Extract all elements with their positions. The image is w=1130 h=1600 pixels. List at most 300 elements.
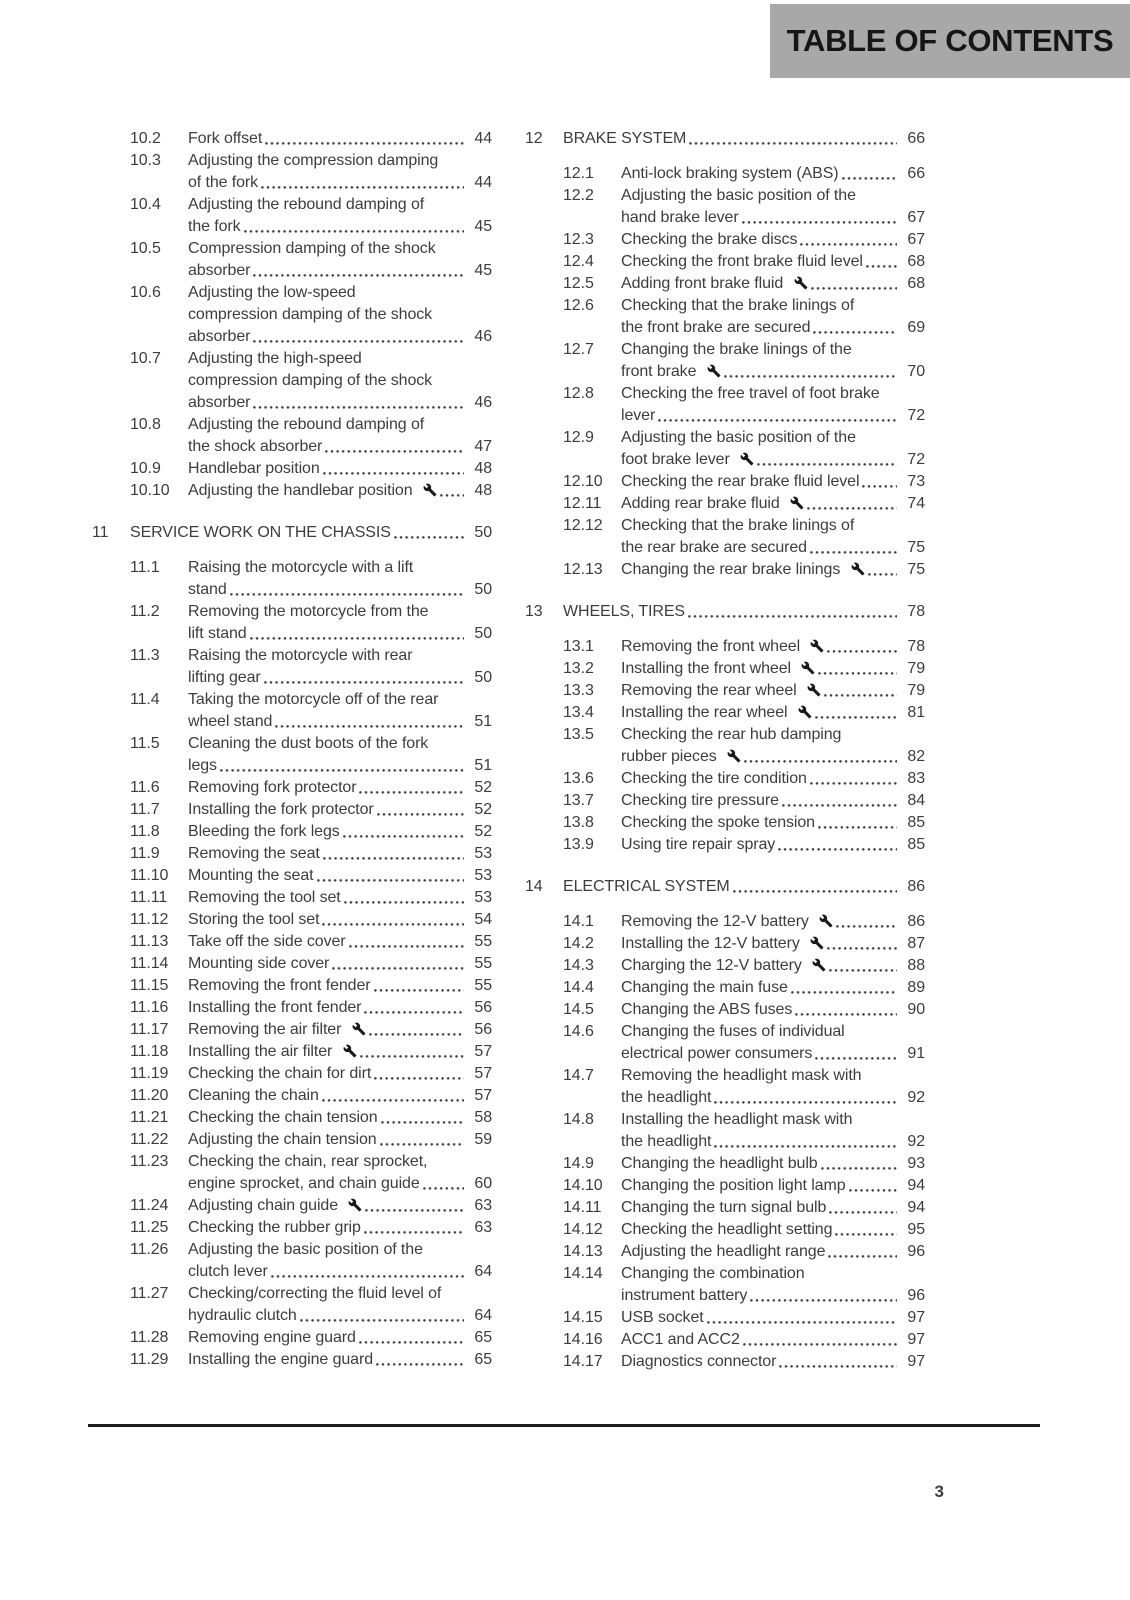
dot-leader — [828, 1255, 897, 1258]
toc-column-2 — [525, 128, 925, 1373]
entry-body — [621, 955, 925, 977]
entry-body — [621, 1329, 925, 1351]
wrench-icon — [810, 639, 824, 653]
dot-leader — [757, 463, 897, 466]
entry-number: 14.13 — [563, 1243, 603, 1260]
entry-title-line: Removing engine guard — [188, 1329, 356, 1346]
entry-title-line: Removing the 12-V battery — [621, 911, 833, 933]
entry-title-line: Removing the tool set — [188, 889, 341, 906]
toc-entry — [525, 1109, 925, 1153]
dot-leader — [810, 782, 897, 785]
entry-title-line: Raising the motorcycle with a lift — [188, 559, 414, 576]
dot-leader — [744, 760, 897, 763]
section-number: 12 — [525, 130, 543, 147]
toc-entry — [525, 1021, 925, 1065]
wrench-icon — [352, 1022, 366, 1036]
entry-title-line: Taking the motorcycle off of the rear — [188, 691, 439, 708]
entry-title-line: Changing the fuses of individual — [621, 1023, 845, 1040]
section-page-number: 78 — [907, 603, 925, 620]
entry-number: 12.5 — [563, 275, 594, 292]
entry-page-number: 53 — [474, 867, 492, 884]
dot-leader — [349, 945, 465, 948]
entry-page-number: 87 — [907, 935, 925, 952]
dot-leader — [824, 694, 897, 697]
dot-leader — [364, 1231, 464, 1234]
entry-body — [188, 821, 492, 843]
entry-page-number: 66 — [907, 165, 925, 182]
entry-number: 14.12 — [563, 1221, 603, 1238]
toc-entry — [525, 515, 925, 559]
entry-title-line: the rear brake are secured — [621, 539, 807, 556]
entry-page-number: 48 — [474, 482, 492, 499]
toc-entry — [525, 977, 925, 999]
entry-title-line: stand — [188, 581, 227, 598]
dot-leader — [842, 177, 897, 180]
entry-page-number: 65 — [474, 1329, 492, 1346]
entry-number: 11.8 — [130, 823, 160, 840]
entry-body — [621, 295, 925, 339]
entry-body — [188, 645, 492, 689]
entry-page-number: 68 — [907, 275, 925, 292]
entry-page-number: 70 — [907, 363, 925, 380]
toc-entry — [92, 1283, 492, 1327]
entry-page-number: 75 — [907, 539, 925, 556]
entry-title-line: Mounting side cover — [188, 955, 330, 972]
toc-entry — [92, 799, 492, 821]
dot-leader — [250, 637, 464, 640]
entry-number: 11.25 — [130, 1219, 169, 1236]
entry-title-line: lifting gear — [188, 669, 261, 686]
entry-number: 11.12 — [130, 911, 169, 928]
entry-body — [621, 999, 925, 1021]
entry-title-line: Removing the seat — [188, 845, 320, 862]
entry-page-number: 94 — [907, 1199, 925, 1216]
entry-title-line: the fork — [188, 218, 241, 235]
entry-title-line: Adjusting the chain tension — [188, 1131, 377, 1148]
entry-page-number: 84 — [907, 792, 925, 809]
entry-title-line: Changing the brake linings of the — [621, 341, 852, 358]
entry-number: 12.10 — [563, 473, 603, 490]
wrench-icon — [727, 749, 741, 763]
entry-body — [621, 1065, 925, 1109]
toc-entry — [525, 636, 925, 658]
entry-number: 12.7 — [563, 341, 594, 358]
dot-leader — [253, 406, 464, 409]
wrench-icon — [740, 452, 754, 466]
dot-leader — [811, 287, 897, 290]
entry-body — [188, 282, 492, 348]
entry-title-line: USB socket — [621, 1309, 704, 1326]
entry-body — [621, 636, 925, 658]
dot-leader — [220, 769, 464, 772]
entry-number: 12.12 — [563, 517, 603, 534]
wrench-icon — [851, 562, 865, 576]
entry-number: 14.14 — [563, 1265, 603, 1282]
toc-section-header — [92, 522, 492, 544]
entry-body — [188, 931, 492, 953]
entry-body — [621, 1021, 925, 1065]
entry-number: 11.29 — [130, 1351, 169, 1368]
entry-title-line: Checking the headlight setting — [621, 1221, 833, 1238]
entry-number: 11.17 — [130, 1021, 169, 1038]
entry-page-number: 96 — [907, 1287, 925, 1304]
toc-entry — [92, 1195, 492, 1217]
wrench-icon — [812, 958, 826, 972]
toc-entry — [92, 1085, 492, 1107]
toc-entry — [92, 777, 492, 799]
dot-leader — [791, 991, 897, 994]
entry-number: 12.8 — [563, 385, 594, 402]
entry-number: 14.10 — [563, 1177, 603, 1194]
toc-entry — [525, 1351, 925, 1373]
section-page-number: 86 — [907, 878, 925, 895]
entry-number: 11.11 — [130, 889, 168, 906]
entry-number: 11.26 — [130, 1241, 169, 1258]
entry-body — [188, 1217, 492, 1239]
entry-page-number: 45 — [474, 262, 492, 279]
toc-entry — [525, 1329, 925, 1351]
entry-page-number: 75 — [907, 561, 925, 578]
entry-title-line: Cleaning the dust boots of the fork — [188, 735, 429, 752]
entry-title-line: Changing the position light lamp — [621, 1177, 846, 1194]
dot-leader — [271, 1275, 464, 1278]
dot-leader — [369, 1033, 464, 1036]
entry-title-line: compression damping of the shock — [188, 372, 433, 389]
entry-title-line: Installing the front fender — [188, 999, 362, 1016]
toc-entry — [92, 238, 492, 282]
entry-body — [621, 471, 925, 493]
dot-leader — [394, 536, 464, 539]
entry-title-line: Checking the front brake fluid level — [621, 253, 863, 270]
entry-number: 10.3 — [130, 152, 161, 169]
entry-number: 12.4 — [563, 253, 594, 270]
entry-title-line: Adjusting the rebound damping of — [188, 416, 425, 433]
entry-body — [188, 953, 492, 975]
entry-title-line: Adding front brake fluid — [621, 273, 808, 295]
entry-number: 11.4 — [130, 691, 160, 708]
toc-entry — [525, 185, 925, 229]
entry-page-number: 68 — [907, 253, 925, 270]
entry-body — [188, 480, 492, 502]
entry-number: 11.22 — [130, 1131, 169, 1148]
entry-title-line: absorber — [188, 262, 251, 279]
dot-leader — [866, 265, 897, 268]
entry-number: 11.19 — [130, 1065, 169, 1082]
dot-leader — [862, 485, 897, 488]
entry-body — [621, 1109, 925, 1153]
dot-leader — [343, 835, 464, 838]
entry-title-line: Adjusting the headlight range — [621, 1243, 826, 1260]
toc-entry — [525, 1241, 925, 1263]
entry-page-number: 44 — [474, 130, 492, 147]
entry-number: 11.28 — [130, 1329, 169, 1346]
entry-body — [188, 1327, 492, 1349]
entry-title-line: Adjusting the handlebar position — [188, 480, 437, 502]
entry-number: 12.13 — [563, 561, 603, 578]
entry-title-line: Adjusting the basic position of the — [621, 187, 856, 204]
entry-number: 11.16 — [130, 999, 169, 1016]
entry-number: 10.2 — [130, 130, 161, 147]
toc-entry — [525, 383, 925, 427]
entry-body — [188, 689, 492, 733]
toc-entry — [92, 645, 492, 689]
dot-leader — [778, 848, 897, 851]
entry-title-line: Changing the main fuse — [621, 979, 788, 996]
entry-title-line: the shock absorber — [188, 438, 323, 455]
wrench-icon — [794, 276, 808, 290]
entry-number: 11.18 — [130, 1043, 169, 1060]
entry-number: 14.2 — [563, 935, 594, 952]
entry-page-number: 97 — [907, 1331, 925, 1348]
entry-body — [621, 185, 925, 229]
entry-title-line: lift stand — [188, 625, 247, 642]
dot-leader — [365, 1209, 464, 1212]
entry-title-line: lever — [621, 407, 656, 424]
entry-body — [188, 1283, 492, 1327]
entry-body — [188, 1349, 492, 1371]
entry-number: 13.3 — [563, 682, 594, 699]
entry-title-line: Cleaning the chain — [188, 1087, 319, 1104]
entry-body — [188, 1107, 492, 1129]
entry-title-line: compression damping of the shock — [188, 306, 433, 323]
toc-column-1 — [92, 128, 492, 1373]
toc-entry — [525, 955, 925, 977]
entry-body — [188, 238, 492, 282]
entry-title-line: Checking tire pressure — [621, 792, 779, 809]
entry-number: 14.7 — [563, 1067, 594, 1084]
dot-leader — [244, 230, 464, 233]
wrench-icon — [423, 483, 437, 497]
entry-title-line: Bleeding the fork legs — [188, 823, 340, 840]
entry-page-number: 65 — [474, 1351, 492, 1368]
toc-entry — [92, 1239, 492, 1283]
entry-title-line: Storing the tool set — [188, 911, 320, 928]
entry-body — [621, 1351, 925, 1373]
dot-leader — [829, 1211, 897, 1214]
dot-leader — [827, 650, 897, 653]
entry-title-line: Using tire repair spray — [621, 836, 776, 853]
toc-entry — [525, 933, 925, 955]
toc-entry — [92, 414, 492, 458]
entry-number: 14.17 — [563, 1353, 603, 1370]
toc-entry — [525, 999, 925, 1021]
entry-page-number: 85 — [907, 814, 925, 831]
entry-title-line: Checking the brake discs — [621, 231, 798, 248]
entry-title-line: hydraulic clutch — [188, 1307, 297, 1324]
dot-leader — [714, 1145, 897, 1148]
entry-title-line: Adjusting the rebound damping of — [188, 196, 425, 213]
entry-number: 13.8 — [563, 814, 594, 831]
entry-body — [188, 1041, 492, 1063]
entry-body — [621, 229, 925, 251]
entry-title-line: electrical power consumers — [621, 1045, 813, 1062]
entry-title-line: Adjusting the low-speed — [188, 284, 356, 301]
entry-page-number: 51 — [474, 713, 492, 730]
entry-body — [188, 601, 492, 645]
toc-entry — [525, 273, 925, 295]
entry-body — [188, 194, 492, 238]
entry-title-line: Installing the fork protector — [188, 801, 374, 818]
entry-title-line: the front brake are secured — [621, 319, 811, 336]
dot-leader — [317, 879, 465, 882]
wrench-icon — [801, 661, 815, 675]
dot-leader — [374, 989, 465, 992]
dot-leader — [818, 826, 897, 829]
entry-number: 13.7 — [563, 792, 594, 809]
toc-entry — [92, 480, 492, 502]
wrench-icon — [810, 936, 824, 950]
entry-number: 12.11 — [563, 495, 602, 512]
entry-body — [621, 658, 925, 680]
entry-page-number: 69 — [907, 319, 925, 336]
toc-entry — [525, 1065, 925, 1109]
dot-leader — [300, 1319, 464, 1322]
entry-title-line: Checking the rear hub damping — [621, 726, 842, 743]
entry-page-number: 52 — [474, 779, 492, 796]
entry-body — [188, 458, 492, 480]
entry-body — [621, 724, 925, 768]
toc-entry — [92, 557, 492, 601]
entry-body — [621, 493, 925, 515]
entry-title-line: Removing fork protector — [188, 779, 357, 796]
entry-title-line: Adjusting the compression damping — [188, 152, 439, 169]
entry-body — [621, 812, 925, 834]
dot-leader — [743, 1343, 897, 1346]
wrench-icon — [807, 683, 821, 697]
dot-leader — [827, 947, 897, 950]
entry-page-number: 58 — [474, 1109, 492, 1126]
dot-leader — [807, 507, 897, 510]
entry-title-line: engine sprocket, and chain guide — [188, 1175, 420, 1192]
wrench-icon — [790, 496, 804, 510]
entry-number: 11.3 — [130, 647, 160, 664]
entry-body — [188, 1019, 492, 1041]
entry-number: 14.8 — [563, 1111, 594, 1128]
entry-body — [621, 702, 925, 724]
entry-body — [188, 1129, 492, 1151]
entry-page-number: 73 — [907, 473, 925, 490]
entry-body — [188, 557, 492, 601]
entry-page-number: 63 — [474, 1197, 492, 1214]
entry-title-line: Changing the turn signal bulb — [621, 1199, 827, 1216]
section-page-number: 50 — [474, 524, 492, 541]
entry-body — [621, 273, 925, 295]
entry-title-line: Checking the chain tension — [188, 1109, 378, 1126]
entry-title-line: Checking that the brake linings of — [621, 517, 855, 534]
entry-title-line: Removing the rear wheel — [621, 680, 821, 702]
entry-page-number: 64 — [474, 1307, 492, 1324]
entry-body — [621, 1219, 925, 1241]
dot-leader — [261, 186, 464, 189]
dot-leader — [835, 1233, 897, 1236]
toc-entry — [525, 724, 925, 768]
dot-leader — [724, 375, 897, 378]
entry-body — [188, 1151, 492, 1195]
entry-page-number: 81 — [907, 704, 925, 721]
entry-title-line: Adjusting the basic position of the — [188, 1241, 423, 1258]
dot-leader — [707, 1321, 897, 1324]
entry-page-number: 50 — [474, 669, 492, 686]
entry-number: 11.9 — [130, 845, 160, 862]
entry-page-number: 51 — [474, 757, 492, 774]
toc-entry — [525, 251, 925, 273]
entry-page-number: 79 — [907, 660, 925, 677]
dot-leader — [230, 593, 464, 596]
dot-leader — [377, 813, 464, 816]
toc-entry — [92, 689, 492, 733]
wrench-icon — [348, 1198, 362, 1212]
entry-page-number: 57 — [474, 1087, 492, 1104]
entry-title-line: wheel stand — [188, 713, 273, 730]
entry-page-number: 55 — [474, 933, 492, 950]
entry-title-line: absorber — [188, 394, 251, 411]
section-number: 11 — [92, 524, 109, 541]
toc-entry — [92, 150, 492, 194]
entry-page-number: 54 — [474, 911, 492, 928]
dot-leader — [733, 890, 897, 893]
dot-leader — [423, 1187, 464, 1190]
entry-body — [188, 1195, 492, 1217]
section-title: SERVICE WORK ON THE CHASSIS — [130, 524, 391, 541]
entry-page-number: 95 — [907, 1221, 925, 1238]
entry-page-number: 72 — [907, 451, 925, 468]
entry-number: 11.24 — [130, 1197, 169, 1214]
entry-body — [621, 911, 925, 933]
dot-leader — [332, 967, 464, 970]
entry-number: 14.11 — [563, 1199, 602, 1216]
toc-entry — [525, 471, 925, 493]
toc-entry — [92, 1327, 492, 1349]
toc-entry — [92, 887, 492, 909]
toc-entry — [92, 128, 492, 150]
dot-leader — [322, 923, 464, 926]
toc-entry — [92, 458, 492, 480]
entry-number: 14.4 — [563, 979, 594, 996]
wrench-icon — [798, 705, 812, 719]
entry-page-number: 97 — [907, 1309, 925, 1326]
entry-title-line: Checking the rear brake fluid level — [621, 473, 860, 490]
entry-body — [188, 348, 492, 414]
entry-number: 12.3 — [563, 231, 594, 248]
toc-entry — [92, 1217, 492, 1239]
dot-leader — [275, 725, 464, 728]
entry-number: 14.16 — [563, 1331, 603, 1348]
entry-page-number: 46 — [474, 328, 492, 345]
entry-page-number: 72 — [907, 407, 925, 424]
entry-page-number: 67 — [907, 209, 925, 226]
dot-leader — [818, 672, 897, 675]
toc-entry — [92, 1151, 492, 1195]
entry-title-line: Changing the ABS fuses — [621, 1001, 793, 1018]
page-title: TABLE OF CONTENTS — [786, 23, 1114, 58]
entry-page-number: 59 — [474, 1131, 492, 1148]
entry-body — [621, 1307, 925, 1329]
entry-title-line: Installing the rear wheel — [621, 702, 812, 724]
entry-title-line: Checking the spoke tension — [621, 814, 815, 831]
wrench-icon — [343, 1044, 357, 1058]
entry-number: 12.6 — [563, 297, 594, 314]
footer-rule — [88, 1424, 1040, 1427]
toc-entry — [525, 1153, 925, 1175]
entry-body — [188, 150, 492, 194]
toc-entry — [525, 790, 925, 812]
entry-number: 14.1 — [563, 913, 594, 930]
dot-leader — [360, 1055, 464, 1058]
entry-page-number: 52 — [474, 801, 492, 818]
entry-body — [188, 1239, 492, 1283]
dot-leader — [821, 1167, 897, 1170]
toc-entry — [525, 812, 925, 834]
